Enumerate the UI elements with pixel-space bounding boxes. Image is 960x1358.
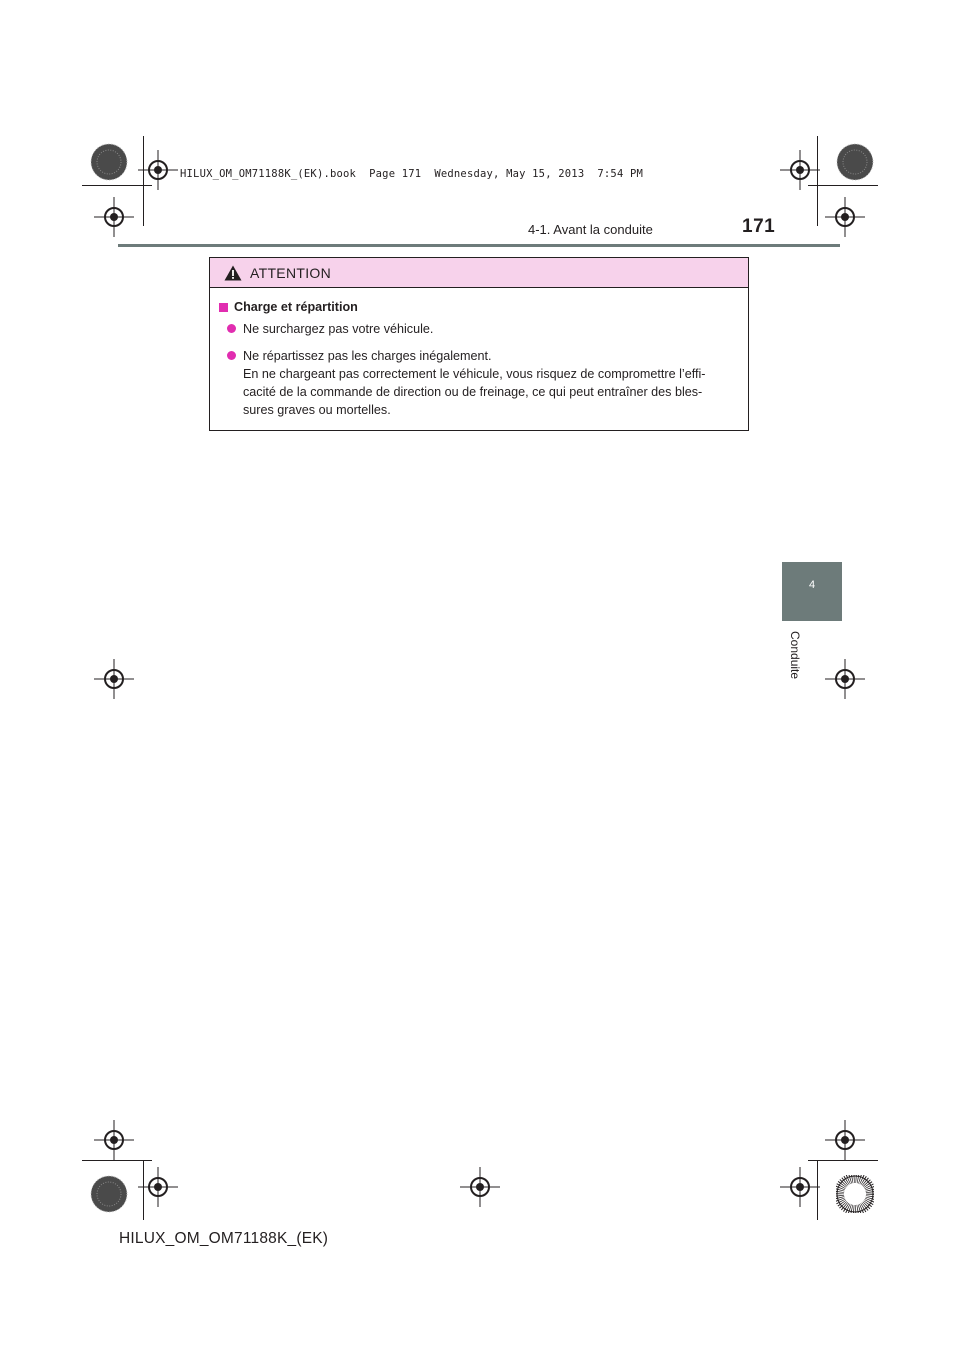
warning-header <box>210 258 748 288</box>
crop-line <box>82 1160 152 1161</box>
chapter-label: Conduite <box>788 631 802 680</box>
registration-mark-icon <box>94 1120 134 1160</box>
square-bullet-icon <box>219 303 228 312</box>
registration-mark-icon <box>138 1167 178 1207</box>
chapter-tab <box>782 562 842 621</box>
registration-mark-icon <box>825 197 865 237</box>
registration-mark-icon <box>94 197 134 237</box>
crop-line <box>808 1160 878 1161</box>
warning-triangle-icon <box>224 265 242 281</box>
warning-box <box>209 257 749 431</box>
star-wheel-mark-icon <box>836 143 874 181</box>
bullet-line: sures graves ou mortelles. <box>243 403 391 417</box>
bullet-line: Ne surchargez pas votre véhicule. <box>243 322 434 336</box>
registration-mark-icon <box>460 1167 500 1207</box>
header-rule <box>118 244 840 247</box>
bullet-line: cacité de la commande de direction ou de freinage, ce qui peut entraîner des bles- <box>243 385 703 399</box>
star-wheel-mark-icon <box>90 143 128 181</box>
print-info-line: HILUX_OM_OM71188K_(EK).book Page 171 Wednesday, May 15, 2013 7:54 PM <box>180 168 644 180</box>
chapter-number: 4 <box>808 579 816 591</box>
warning-subheading-text: Charge et répartition <box>234 300 358 314</box>
list-item <box>227 347 740 419</box>
bullet-line: En ne chargeant pas correctement le véhicule, vous risquez de compromettre l’effi- <box>243 367 706 381</box>
star-wheel-mark-icon <box>836 1175 874 1213</box>
registration-mark-icon <box>138 150 178 190</box>
warning-title: ATTENTION <box>250 264 331 281</box>
registration-mark-icon <box>94 659 134 699</box>
star-wheel-mark-icon <box>90 1175 128 1213</box>
list-item <box>227 320 740 338</box>
warning-body <box>210 288 748 419</box>
round-bullet-icon <box>227 324 236 333</box>
registration-mark-icon <box>780 150 820 190</box>
footer-model-code: HILUX_OM_OM71188K_(EK) <box>119 1230 329 1247</box>
registration-mark-icon <box>780 1167 820 1207</box>
round-bullet-icon <box>227 351 236 360</box>
warning-subheading <box>219 298 740 316</box>
registration-mark-icon <box>825 659 865 699</box>
bullet-line: Ne répartissez pas les charges inégalement. <box>243 349 492 363</box>
registration-mark-icon <box>825 1120 865 1160</box>
section-title: 4-1. Avant la conduite <box>528 222 653 237</box>
page-number: 171 <box>742 216 776 237</box>
